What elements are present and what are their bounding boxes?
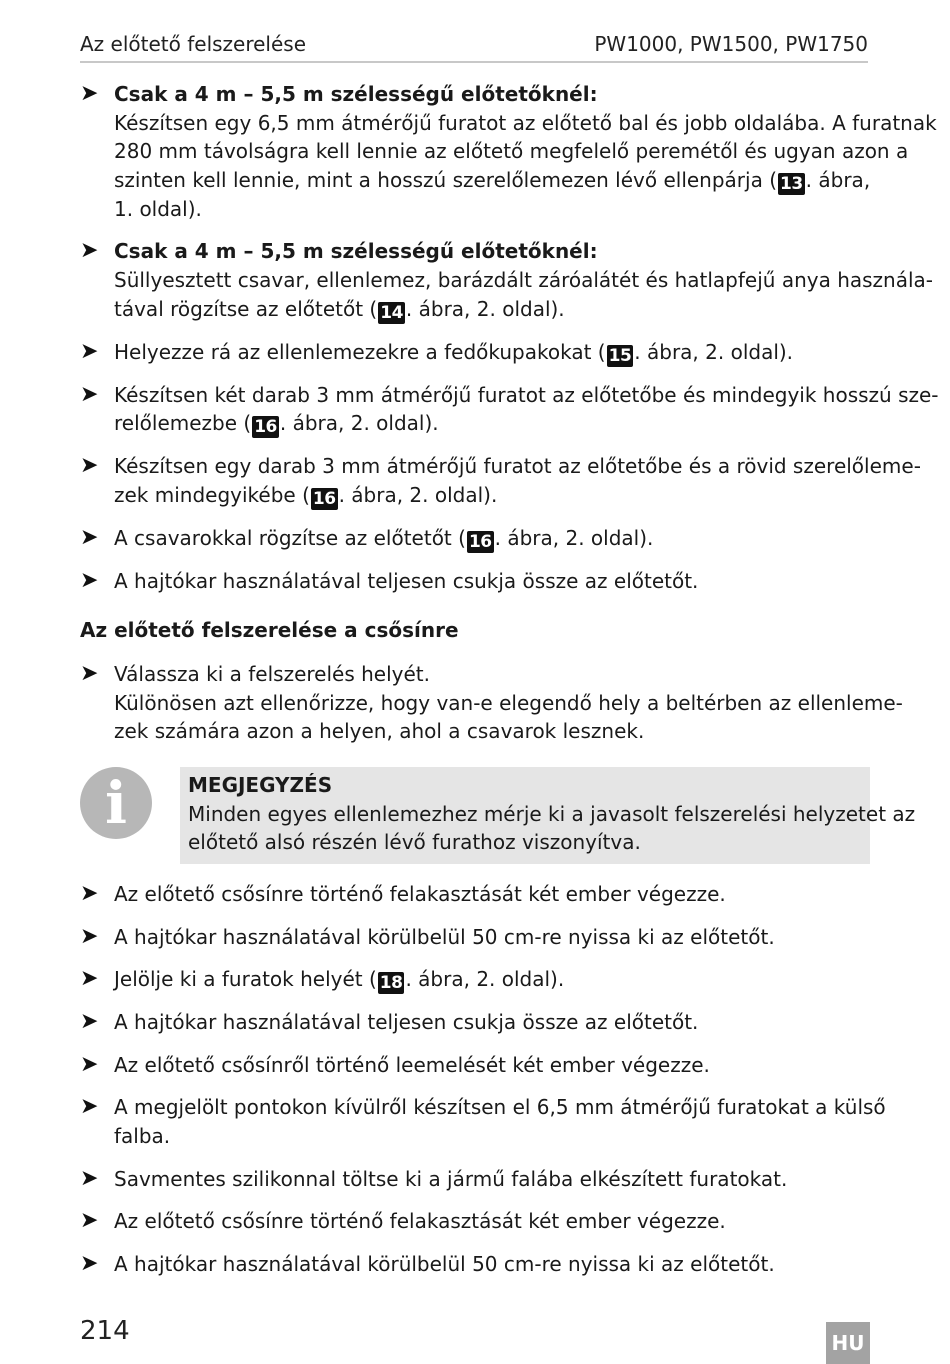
instruction-line	[114, 166, 870, 195]
note-box	[180, 767, 916, 864]
bullet-arrow-icon: ➤	[80, 1250, 99, 1276]
instruction-text: zek mindegyikébe (	[114, 482, 310, 507]
instruction-item	[80, 1008, 870, 1037]
instruction-list-top	[80, 80, 939, 595]
instruction-item	[80, 660, 903, 746]
instruction-line	[114, 452, 921, 481]
instruction-condition: Csak a 4 m – 5,5 m szélességű előtetőknél:	[114, 239, 598, 264]
instruction-item	[80, 923, 870, 952]
instruction-line	[114, 381, 939, 410]
instruction-line	[114, 689, 903, 718]
bullet-arrow-icon: ➤	[80, 1009, 99, 1035]
instruction-item	[80, 524, 870, 553]
instruction-text: . ábra, 2. oldal).	[279, 411, 439, 436]
instruction-text: falba.	[114, 1123, 171, 1148]
instruction-text: 1. oldal).	[114, 196, 202, 221]
instruction-line	[114, 1165, 870, 1194]
bullet-arrow-icon: ➤	[80, 1208, 99, 1234]
instruction-line	[114, 1207, 870, 1236]
figure-ref-badge: 13	[780, 173, 803, 194]
instruction-item	[80, 338, 870, 367]
instruction-line	[114, 237, 870, 266]
instruction-line	[114, 481, 870, 510]
language-badge: HU	[826, 1322, 870, 1364]
instruction-line	[114, 660, 870, 689]
instruction-line	[114, 717, 870, 746]
figure-ref-badge: 15	[608, 345, 632, 366]
bullet-arrow-icon: ➤	[80, 567, 99, 593]
bullet-arrow-icon: ➤	[80, 881, 99, 906]
instruction-line	[114, 880, 870, 909]
instruction-item	[80, 1207, 870, 1236]
instruction-line	[114, 338, 870, 367]
instruction-line	[114, 1093, 886, 1122]
instruction-line	[114, 109, 937, 138]
figure-ref-badge: 18	[379, 973, 403, 994]
instruction-list-mid	[80, 660, 903, 746]
instruction-text: relőlemezbe (	[114, 411, 252, 436]
instruction-line	[114, 965, 870, 994]
instruction-text: . ábra, 2. oldal).	[405, 967, 565, 992]
instruction-item	[80, 452, 921, 510]
bullet-arrow-icon: ➤	[80, 661, 99, 686]
section-heading: Az előtető felszerelése a csősínre	[80, 618, 459, 642]
instruction-text: Az előtető csősínre történő felakasztását két ember végezze.	[114, 882, 726, 906]
instruction-text: zek számára azon a helyen, ahol a csavarok lesznek.	[114, 719, 645, 744]
instruction-line	[114, 195, 870, 224]
instruction-text: A hajtókar használatával teljesen csukja össze az előtetőt.	[114, 1010, 699, 1035]
page-number: 214	[80, 1316, 130, 1346]
note-line: előtető alsó részén lévő furathoz viszonyítva.	[188, 830, 641, 855]
bullet-arrow-icon: ➤	[80, 1165, 99, 1191]
instruction-text: Válassza ki a felszerelés helyét.	[114, 662, 430, 686]
instruction-text: Az előtető csősínről történő leemelését két ember végezze.	[114, 1052, 710, 1077]
instruction-text: . ábra,	[805, 167, 871, 192]
instruction-line	[114, 1008, 870, 1037]
instruction-item	[80, 237, 934, 323]
bullet-arrow-icon: ➤	[80, 81, 99, 106]
instruction-line	[114, 1051, 870, 1080]
bullet-arrow-icon: ➤	[80, 966, 99, 992]
instruction-text: A megjelölt pontokon kívülről készítsen el 6,5 mm átmérőjű furatokat a külső	[114, 1095, 886, 1120]
instruction-text: . ábra, 2. oldal).	[494, 525, 654, 550]
bullet-arrow-icon: ➤	[80, 381, 99, 407]
bullet-arrow-icon: ➤	[80, 453, 99, 479]
bullet-arrow-icon: ➤	[80, 238, 99, 264]
header-divider	[80, 61, 868, 63]
instruction-item	[80, 567, 870, 596]
instruction-text: Savmentes szilikonnal töltse ki a jármű falába elkészített furatokat.	[114, 1166, 788, 1191]
instruction-text: Helyezze rá az ellenlemezekre a fedőkupakokat (	[114, 339, 606, 364]
instruction-text: Készítsen egy 6,5 mm átmérőjű furatot az előtető bal és jobb oldalába. A furatnak	[114, 110, 937, 135]
header-section-title: Az előtető felszerelése	[80, 32, 307, 56]
instruction-text: A hajtókar használatával körülbelül 50 cm-re nyissa ki az előtetőt.	[114, 1251, 775, 1276]
instruction-line	[114, 295, 870, 324]
figure-ref-badge: 16	[468, 531, 492, 552]
instruction-text: . ábra, 2. oldal).	[634, 339, 794, 364]
header-models: PW1000, PW1500, PW1750	[594, 32, 868, 56]
instruction-item	[80, 381, 939, 439]
instruction-text: Készítsen két darab 3 mm átmérőjű furatot az előtetőbe és mindegyik hosszú sze-	[114, 382, 939, 407]
instruction-text: Készítsen egy darab 3 mm átmérőjű furatot az előtetőbe és a rövid szerelőleme-	[114, 454, 921, 479]
instruction-text: . ábra, 2. oldal).	[338, 482, 498, 507]
instruction-text: A hajtókar használatával teljesen csukja össze az előtetőt.	[114, 568, 699, 593]
instruction-item	[80, 1051, 870, 1080]
instruction-item	[80, 1093, 886, 1150]
instruction-text: Süllyesztett csavar, ellenlemez, barázdált záróalátét és hatlapfejű anya használa-	[114, 267, 934, 292]
instruction-item	[80, 80, 937, 223]
instruction-list-bottom	[80, 880, 886, 1278]
instruction-line	[114, 1122, 870, 1151]
note-title: MEGJEGYZÉS	[188, 773, 333, 797]
instruction-line	[114, 1250, 870, 1279]
figure-ref-badge: 14	[380, 302, 403, 323]
instruction-text: A csavarokkal rögzítse az előtetőt (	[114, 525, 466, 550]
instruction-line	[114, 567, 870, 596]
instruction-line	[114, 80, 870, 109]
instruction-text: szinten kell lennie, mint a hosszú szerelőlemezen lévő ellenpárja (	[114, 167, 777, 192]
instruction-line	[114, 266, 934, 295]
info-icon: i	[80, 767, 152, 839]
figure-ref-badge: 16	[312, 488, 336, 509]
instruction-text: tával rögzítse az előtetőt (	[114, 296, 378, 321]
instruction-item	[80, 880, 870, 909]
instruction-text: 280 mm távolságra kell lennie az előtető megfelelő peremétől és ugyan azon a	[114, 139, 909, 164]
instruction-text: Az előtető csősínre történő felakasztását két ember végezze.	[114, 1209, 726, 1234]
instruction-item	[80, 1165, 870, 1194]
instruction-item	[80, 965, 870, 994]
instruction-text: . ábra, 2. oldal).	[405, 296, 565, 321]
bullet-arrow-icon: ➤	[80, 923, 99, 949]
bullet-arrow-icon: ➤	[80, 1051, 99, 1077]
instruction-condition: Csak a 4 m – 5,5 m szélességű előtetőknél:	[114, 82, 598, 106]
instruction-line	[114, 524, 870, 553]
note-line: Minden egyes ellenlemezhez mérje ki a javasolt felszerelési helyzetet az	[188, 801, 916, 826]
bullet-arrow-icon: ➤	[80, 524, 99, 550]
instruction-text: Különösen azt ellenőrizze, hogy van-e elegendő hely a beltérben az ellenleme-	[114, 690, 903, 715]
instruction-line	[114, 409, 870, 438]
figure-ref-badge: 16	[254, 417, 277, 438]
instruction-item	[80, 1250, 870, 1279]
instruction-text: A hajtókar használatával körülbelül 50 cm-re nyissa ki az előtetőt.	[114, 924, 775, 949]
instruction-text: Jelölje ki a furatok helyét (	[114, 967, 377, 992]
bullet-arrow-icon: ➤	[80, 1094, 99, 1120]
bullet-arrow-icon: ➤	[80, 338, 99, 364]
instruction-line	[114, 923, 870, 952]
instruction-line	[114, 137, 909, 166]
